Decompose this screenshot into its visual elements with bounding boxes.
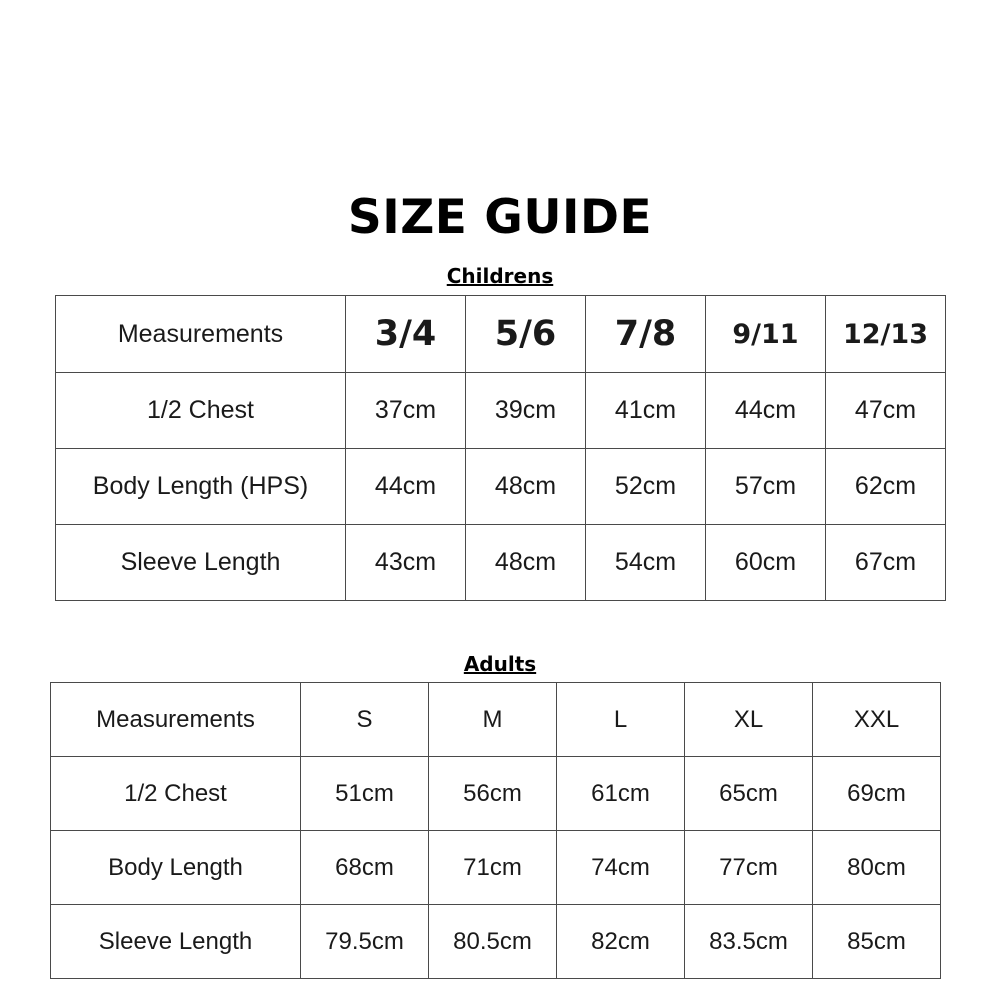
cell-value: 83.5cm: [685, 905, 813, 979]
column-header-size-1: 3/4: [346, 296, 466, 373]
row-label: 1/2 Chest: [56, 373, 346, 449]
adults-size-table: [50, 682, 941, 979]
table-row: [56, 525, 946, 601]
table-row: [51, 905, 941, 979]
row-label: 1/2 Chest: [51, 757, 301, 831]
childrens-size-table: [55, 295, 946, 601]
cell-value: 77cm: [685, 831, 813, 905]
cell-value: 37cm: [346, 373, 466, 449]
column-header-size-3: 7/8: [586, 296, 706, 373]
table-header-row: [51, 683, 941, 757]
cell-value: 56cm: [429, 757, 557, 831]
cell-value: 62cm: [826, 449, 946, 525]
cell-value: 67cm: [826, 525, 946, 601]
cell-value: 80.5cm: [429, 905, 557, 979]
cell-value: 85cm: [813, 905, 941, 979]
cell-value: 79.5cm: [301, 905, 429, 979]
table-row: [56, 373, 946, 449]
row-label: Body Length (HPS): [56, 449, 346, 525]
section-caption-childrens: Childrens: [446, 264, 554, 288]
cell-value: 47cm: [826, 373, 946, 449]
cell-value: 52cm: [586, 449, 706, 525]
cell-value: 39cm: [466, 373, 586, 449]
column-header-size-2: 5/6: [466, 296, 586, 373]
table-row: [51, 757, 941, 831]
cell-value: 68cm: [301, 831, 429, 905]
page-title: SIZE GUIDE: [347, 190, 653, 245]
row-label: Sleeve Length: [51, 905, 301, 979]
cell-value: 69cm: [813, 757, 941, 831]
cell-value: 71cm: [429, 831, 557, 905]
table-header-row: [56, 296, 946, 373]
row-label: Body Length: [51, 831, 301, 905]
cell-value: 80cm: [813, 831, 941, 905]
cell-value: 61cm: [557, 757, 685, 831]
cell-value: 44cm: [706, 373, 826, 449]
cell-value: 51cm: [301, 757, 429, 831]
column-header-measurements: Measurements: [56, 296, 346, 373]
column-header-size-3: L: [557, 683, 685, 757]
cell-value: 65cm: [685, 757, 813, 831]
cell-value: 82cm: [557, 905, 685, 979]
column-header-measurements: Measurements: [51, 683, 301, 757]
cell-value: 60cm: [706, 525, 826, 601]
column-header-size-4: XL: [685, 683, 813, 757]
table-row: [51, 831, 941, 905]
cell-value: 43cm: [346, 525, 466, 601]
cell-value: 48cm: [466, 525, 586, 601]
section-caption-adults: Adults: [463, 652, 537, 676]
column-header-size-2: M: [429, 683, 557, 757]
cell-value: 44cm: [346, 449, 466, 525]
cell-value: 74cm: [557, 831, 685, 905]
column-header-size-1: S: [301, 683, 429, 757]
cell-value: 41cm: [586, 373, 706, 449]
row-label: Sleeve Length: [56, 525, 346, 601]
cell-value: 57cm: [706, 449, 826, 525]
column-header-size-5: XXL: [813, 683, 941, 757]
cell-value: 54cm: [586, 525, 706, 601]
cell-value: 48cm: [466, 449, 586, 525]
column-header-size-5: 12/13: [826, 296, 946, 373]
column-header-size-4: 9/11: [706, 296, 826, 373]
table-row: [56, 449, 946, 525]
